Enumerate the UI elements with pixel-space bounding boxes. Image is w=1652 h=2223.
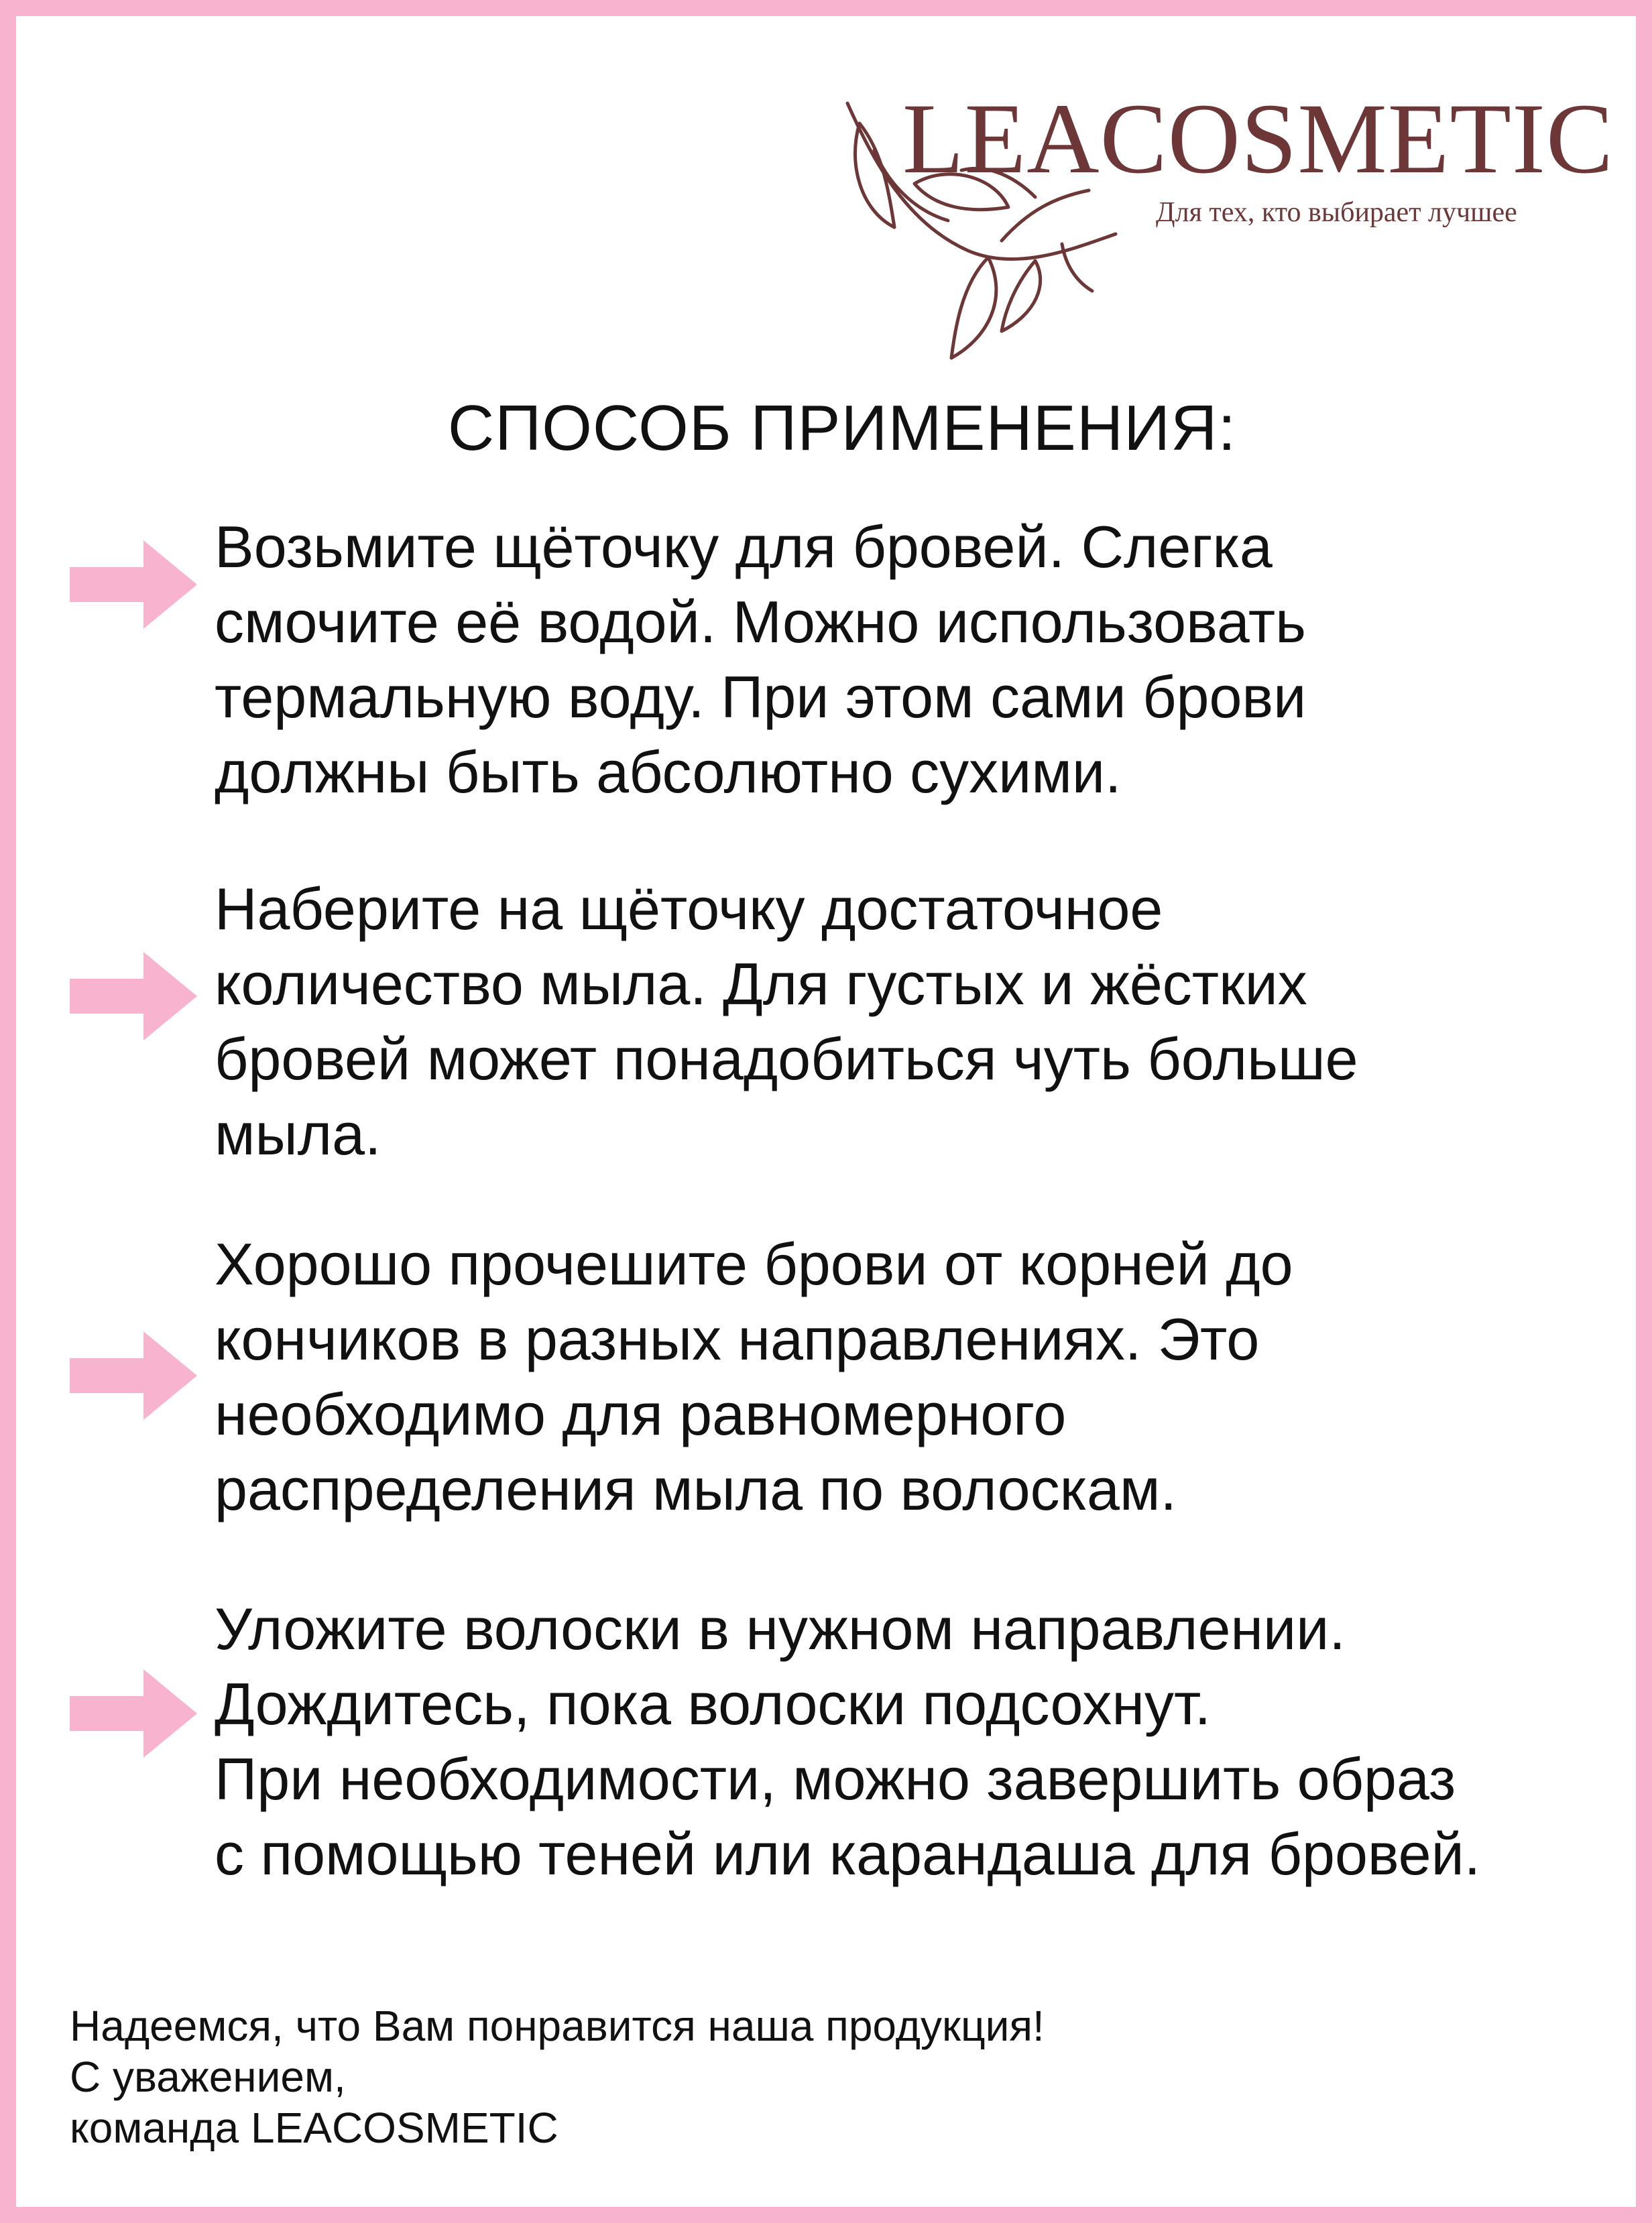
page-title: СПОСОБ ПРИМЕНЕНИЯ: bbox=[447, 392, 1237, 464]
brand-logo bbox=[834, 83, 1614, 365]
closing-message: Надеемся, что Вам понравится наша продукция! С уважением, команда LEACOSMETIC bbox=[70, 2002, 1045, 2152]
step-text: Хорошо прочешите брови от корней до кончиков в разных направлениях. Это необходимо для равномерного распределения мыла по волоскам. bbox=[215, 1231, 1293, 1522]
arrow-right-icon bbox=[70, 540, 197, 629]
step-text: Уложите волоски в нужном направлении. Дождитесь, пока волоски подсохнут. При необходимости, можно завершить образ с помощью теней или карандаша для бровей. bbox=[215, 1596, 1481, 1887]
step-text: Возьмите щёточку для бровей. Слегка смочите её водой. Можно использовать термальную воду. При этом сами брови должны быть абсолютно сухими. bbox=[215, 514, 1307, 805]
brand-name: LEACOSMETIC bbox=[902, 83, 1614, 194]
arrow-right-icon bbox=[70, 1669, 197, 1758]
arrow-right-icon bbox=[70, 952, 197, 1040]
brand-tagline: Для тех, кто выбирает лучшее bbox=[1156, 197, 1517, 228]
step-text: Наберите на щёточку достаточное количество мыла. Для густых и жёстких бровей может понадобиться чуть больше мыла. bbox=[215, 876, 1358, 1167]
arrow-right-icon bbox=[70, 1331, 197, 1420]
